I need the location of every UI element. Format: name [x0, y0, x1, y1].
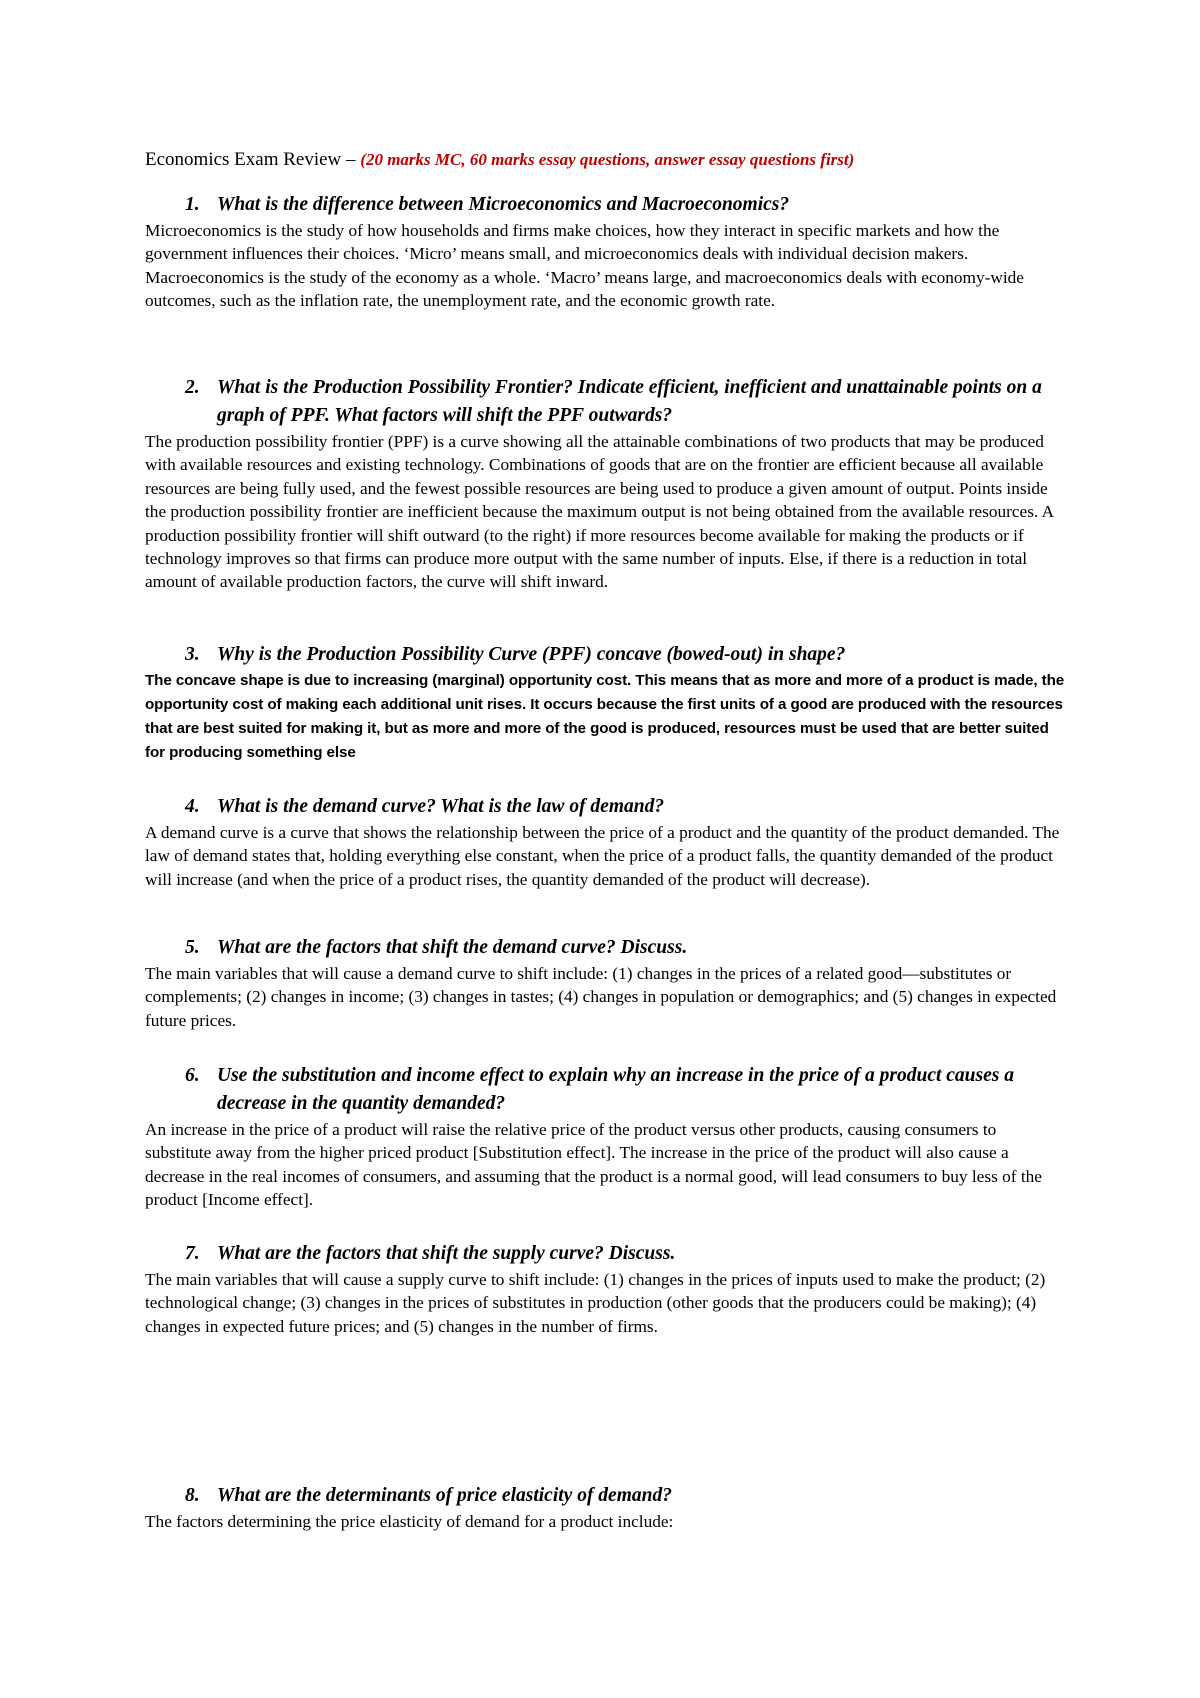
question-number: 3.	[185, 644, 200, 665]
qa-item-7	[145, 1240, 1065, 1338]
question-text: What is the Production Possibility Frontier? Indicate efficient, inefficient and unattainable points on a graph of PPF. What factors will shift the PPF outwards?	[217, 377, 1042, 426]
qa-item-3	[145, 641, 1065, 765]
qa-item-1	[145, 191, 1065, 313]
document-title	[145, 148, 1105, 172]
question-number: 4.	[185, 796, 200, 817]
title-subtitle: (20 marks MC, 60 marks essay questions, answer essay questions first)	[360, 150, 855, 169]
question-number: 7.	[185, 1243, 200, 1264]
question-text: Use the substitution and income effect to explain why an increase in the price of a product causes a decrease in the quantity demanded?	[217, 1065, 1014, 1114]
answer-text: Microeconomics is the study of how households and firms make choices, how they interact in specific markets and how the government influences their choices. ‘Micro’ means small, and microeconomics deals with individual decision makers. Macroeconomics is the study of the economy as a whole. ‘Macro’ means large, and macroeconomics deals with economy-wide outcomes, such as the inflation rate, the unemployment rate, and the economic growth rate.	[145, 221, 1024, 311]
answer-text: An increase in the price of a product will raise the relative price of the product versus other products, causing consumers to substitute away from the higher priced product [Substitution effect]. The increase in the price of the product will also cause a decrease in the real incomes of consumers, and assuming that the product is a normal good, will lead consumers to buy less of the product [Income effect].	[145, 1120, 1042, 1210]
question-heading	[185, 1062, 1065, 1118]
question-heading	[185, 191, 1065, 219]
qa-item-2	[145, 374, 1065, 594]
question-number: 2.	[185, 377, 200, 398]
question-number: 8.	[185, 1485, 200, 1506]
question-text: What are the factors that shift the demand curve? Discuss.	[217, 937, 688, 958]
answer-text: The factors determining the price elasticity of demand for a product include:	[145, 1512, 674, 1531]
answer-text: The concave shape is due to increasing (marginal) opportunity cost. This means that as more and more of a product is made, the opportunity cost of making each additional unit rises. It occurs because the first units of a good are produced with the resources that are best suited for making it, but as more and more of the good is produced, resources must be used that are better suited for producing something else	[145, 672, 1065, 761]
question-heading	[185, 1240, 1065, 1268]
question-heading	[185, 641, 1065, 669]
question-text: What are the determinants of price elasticity of demand?	[217, 1485, 672, 1506]
answer-text: The main variables that will cause a supply curve to shift include: (1) changes in the prices of inputs used to make the product; (2) technological change; (3) changes in the prices of substitutes in production (other goods that the producers could be making); (4) changes in expected future prices; and (5) changes in the number of firms.	[145, 1270, 1046, 1336]
question-heading	[185, 1482, 1065, 1510]
title-text: Economics Exam Review –	[145, 149, 361, 170]
answer-text: A demand curve is a curve that shows the relationship between the price of a product and the quantity of the product demanded. The law of demand states that, holding everything else constant, when the price of a product falls, the quantity demanded of the product will increase (and when the price of a product rises, the quantity demanded of the product will decrease).	[145, 823, 1060, 889]
answer-text: The main variables that will cause a demand curve to shift include: (1) changes in the prices of a related good—substitutes or complements; (2) changes in income; (3) changes in tastes; (4) changes in population or demographics; and (5) changes in expected future prices.	[145, 964, 1057, 1030]
question-heading	[185, 934, 1065, 962]
question-heading	[185, 793, 1065, 821]
qa-item-6	[145, 1062, 1065, 1212]
question-number: 1.	[185, 194, 200, 215]
answer-text: The production possibility frontier (PPF) is a curve showing all the attainable combinations of two products that may be produced with available resources and existing technology. Combinations of goods that are on the frontier are efficient because all available resources are being fully used, and the fewest possible resources are being used to produce a given amount of output. Points inside the production possibility frontier are inefficient because the maximum output is not being obtained from the available resources. A production possibility frontier will shift outward (to the right) if more resources become available for making the products or if technology improves so that firms can produce more output with the same number of inputs. Else, if there is a reduction in total amount of available production factors, the curve will shift inward.	[145, 432, 1054, 592]
question-text: Why is the Production Possibility Curve (PPF) concave (bowed-out) in shape?	[217, 644, 846, 665]
question-text: What is the demand curve? What is the law of demand?	[217, 796, 665, 817]
question-number: 6.	[185, 1065, 200, 1086]
question-text: What is the difference between Microeconomics and Macroeconomics?	[217, 194, 790, 215]
qa-item-4	[145, 793, 1065, 891]
question-text: What are the factors that shift the supply curve? Discuss.	[217, 1243, 676, 1264]
question-number: 5.	[185, 937, 200, 958]
question-heading	[185, 374, 1065, 430]
qa-item-8	[145, 1482, 1065, 1533]
qa-item-5	[145, 934, 1065, 1032]
